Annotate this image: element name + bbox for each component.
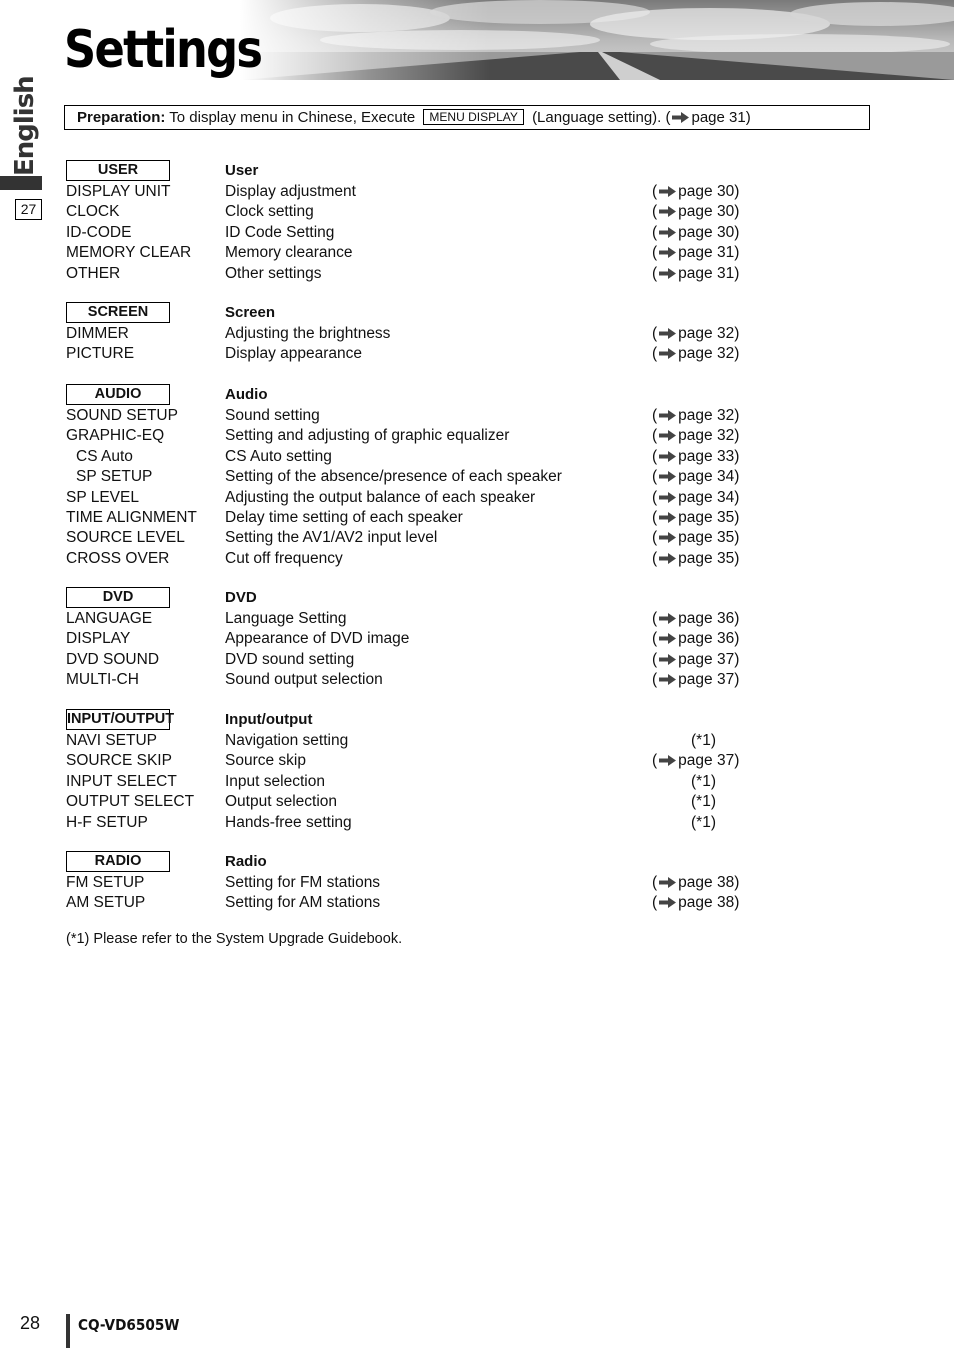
setting-item: AM SETUP [66,894,146,912]
arrow-right-icon [659,227,676,238]
ref-open: ( [652,630,658,648]
arrow-right-icon [659,633,676,644]
arrow-right-icon [659,206,676,217]
section-heading: User [225,162,259,179]
ref-page: page 30) [678,183,740,200]
setting-row [0,182,954,202]
setting-row [0,873,954,893]
arrow-right-icon [659,430,676,441]
arrow-right-icon [659,348,676,359]
ref-open: ( [652,752,658,770]
page-reference [652,670,739,690]
setting-item: CROSS OVER [66,549,170,567]
ref-open: ( [652,874,658,891]
ref-open: ( [652,407,658,424]
setting-row [0,406,954,426]
setting-item: PICTURE [66,345,135,363]
section-box: INPUT/OUTPUT [66,709,170,730]
ref-open: ( [652,264,658,282]
setting-row [0,609,954,629]
page-reference [652,650,739,670]
section-box: DVD [66,587,170,608]
page-reference [652,467,739,487]
footnote-reference: (*1) [691,772,716,790]
setting-description: Language Setting [225,610,347,627]
page-reference [652,324,739,344]
arrow-right-icon [659,247,676,258]
setting-row [0,344,954,364]
section-box: SCREEN [66,302,170,323]
ref-page: page 37) [678,671,740,689]
ref-page: page 37) [678,752,740,770]
setting-description: Setting the AV1/AV2 input level [225,529,438,547]
page-reference [652,873,739,893]
setting-row [0,751,954,771]
setting-item: SP SETUP [76,468,153,486]
footnote-reference: (*1) [691,813,716,831]
section-box: USER [66,160,170,181]
setting-item: LANGUAGE [66,610,153,627]
setting-item: FM SETUP [66,874,145,891]
ref-open: ( [652,671,658,689]
arrow-right-icon [659,654,676,665]
ref-page: page 35) [678,549,740,567]
setting-item: MEMORY CLEAR [66,244,192,262]
arrow-right-icon [659,553,676,564]
ref-open: ( [652,610,658,627]
ref-page: page 37) [678,650,740,668]
section-box: AUDIO [66,384,170,405]
setting-description: Adjusting the output balance of each speaker [225,488,536,506]
arrow-right-icon [659,471,676,482]
page-reference [652,609,739,629]
arrow-right-icon [659,268,676,279]
footnote-reference: (*1) [691,793,716,811]
page-reference [652,447,739,467]
ref-open: ( [652,468,658,486]
page-reference [652,629,739,649]
setting-row [0,528,954,548]
setting-item: SOURCE SKIP [66,752,172,770]
arrow-right-icon [659,755,676,766]
footnote-reference: (*1) [691,732,716,749]
ref-open: ( [652,203,658,221]
ref-page: page 32) [678,345,740,363]
side-page-box: 27 [15,199,42,220]
setting-row [0,792,954,812]
arrow-right-icon [659,492,676,503]
setting-description: Setting of the absence/presence of each speaker [225,468,562,486]
setting-row [0,731,954,751]
ref-page: page 36) [678,630,740,648]
setting-description: Delay time setting of each speaker [225,509,463,526]
arrow-right-icon [659,328,676,339]
setting-row [0,670,954,690]
ref-page: page 35) [678,529,740,547]
setting-description: Clock setting [225,203,314,221]
setting-description: Other settings [225,264,322,282]
setting-description: Display appearance [225,345,363,363]
ref-open: ( [652,427,658,445]
setting-row [0,549,954,569]
setting-row [0,264,954,284]
preparation-page-ref: page 31) [691,109,751,126]
footnote: (*1) Please refer to the System Upgrade Guidebook. [66,931,403,947]
setting-item: INPUT SELECT [66,772,177,790]
ref-page: page 34) [678,488,740,506]
section-box: RADIO [66,851,170,872]
page-reference [652,508,739,528]
page-reference [652,488,739,508]
setting-row [0,629,954,649]
setting-description: Setting for AM stations [225,894,381,912]
setting-row [0,447,954,467]
menu-display-button: MENU DISPLAY [423,109,523,125]
ref-open: ( [652,529,658,547]
setting-row [0,202,954,222]
setting-row [0,243,954,263]
model-name: CQ-VD6505W [78,1316,180,1334]
ref-open: ( [652,650,658,668]
ref-open: ( [652,183,658,200]
setting-item: TIME ALIGNMENT [66,509,197,526]
setting-item: DISPLAY [66,630,131,648]
setting-item: H-F SETUP [66,813,148,831]
setting-item: SOUND SETUP [66,407,178,424]
ref-page: page 34) [678,468,740,486]
ref-page: page 31) [678,244,740,262]
preparation-label: Preparation: [77,109,166,126]
page-reference [652,264,739,284]
setting-row [0,223,954,243]
setting-description: Memory clearance [225,244,353,262]
model-bar [66,1314,70,1348]
page-reference [652,893,739,913]
arrow-right-icon [659,613,676,624]
ref-page: page 32) [678,427,740,445]
setting-row [0,893,954,913]
page-reference [652,243,739,263]
setting-row [0,467,954,487]
setting-row [0,650,954,670]
arrow-right-icon [659,410,676,421]
ref-open: ( [652,447,658,465]
ref-open: ( [652,223,658,241]
arrow-right-icon [659,186,676,197]
setting-item: OUTPUT SELECT [66,793,195,811]
setting-item: GRAPHIC-EQ [66,427,165,445]
ref-page: page 38) [678,874,740,891]
page-reference [652,426,739,446]
page-reference [652,202,739,222]
ref-page: page 32) [678,325,740,342]
ref-open: ( [652,244,658,262]
setting-row [0,324,954,344]
ref-page: page 30) [678,203,740,221]
page-reference [652,344,739,364]
arrow-right-icon [659,451,676,462]
section-heading: Input/output [225,711,313,728]
arrow-right-icon [659,897,676,908]
ref-open: ( [652,509,658,526]
setting-row [0,508,954,528]
setting-item: SP LEVEL [66,488,139,506]
setting-description: Navigation setting [225,732,349,749]
page-reference [652,751,739,771]
setting-description: Display adjustment [225,183,356,200]
setting-item: SOURCE LEVEL [66,529,185,547]
setting-description: Adjusting the brightness [225,325,391,342]
page-reference [652,182,739,202]
section-heading: Audio [225,386,268,403]
ref-page: page 33) [678,447,740,465]
page-title: Settings [64,20,262,80]
preparation-text: To display menu in Chinese, Execute [169,109,416,126]
arrow-right-icon [659,532,676,543]
ref-open: ( [652,488,658,506]
setting-description: Setting and adjusting of graphic equalizer [225,427,510,445]
setting-description: Cut off frequency [225,549,343,567]
setting-item: CS Auto [76,447,133,465]
page-reference [652,528,739,548]
page-reference [652,549,739,569]
language-label: English [10,76,40,176]
setting-description: Output selection [225,793,338,811]
setting-description: Sound setting [225,407,320,424]
ref-page: page 36) [678,610,740,627]
arrow-right-icon [659,674,676,685]
page-number: 28 [20,1313,41,1333]
ref-open: ( [652,894,658,912]
preparation-text-middle: (Language setting). ( [532,109,671,126]
setting-description: Hands-free setting [225,813,352,831]
setting-row [0,426,954,446]
setting-description: Source skip [225,752,306,770]
ref-open: ( [652,345,658,363]
ref-page: page 30) [678,223,740,241]
setting-description: Input selection [225,772,325,790]
section-heading: DVD [225,589,257,606]
setting-item: DVD SOUND [66,650,160,668]
setting-item: CLOCK [66,203,120,221]
ref-open: ( [652,325,658,342]
section-heading: Screen [225,304,276,321]
setting-description: CS Auto setting [225,447,332,465]
setting-row [0,813,954,833]
setting-description: Appearance of DVD image [225,630,410,648]
ref-page: page 38) [678,894,740,912]
arrow-right-icon [659,877,676,888]
page-reference [652,406,739,426]
setting-row [0,488,954,508]
setting-item: MULTI-CH [66,671,139,689]
setting-description: ID Code Setting [225,223,335,241]
setting-description: Sound output selection [225,671,383,689]
ref-page: page 32) [678,407,740,424]
ref-open: ( [652,549,658,567]
section-heading: Radio [225,853,267,870]
setting-item: NAVI SETUP [66,732,158,749]
ref-page: page 35) [678,509,740,526]
ref-page: page 31) [678,264,740,282]
setting-description: Setting for FM stations [225,874,381,891]
setting-description: DVD sound setting [225,650,355,668]
page-reference [652,223,739,243]
setting-item: OTHER [66,264,121,282]
setting-item: ID-CODE [66,223,132,241]
setting-item: DIMMER [66,325,129,342]
arrow-right-icon [659,512,676,523]
setting-row [0,772,954,792]
setting-item: DISPLAY UNIT [66,183,171,200]
